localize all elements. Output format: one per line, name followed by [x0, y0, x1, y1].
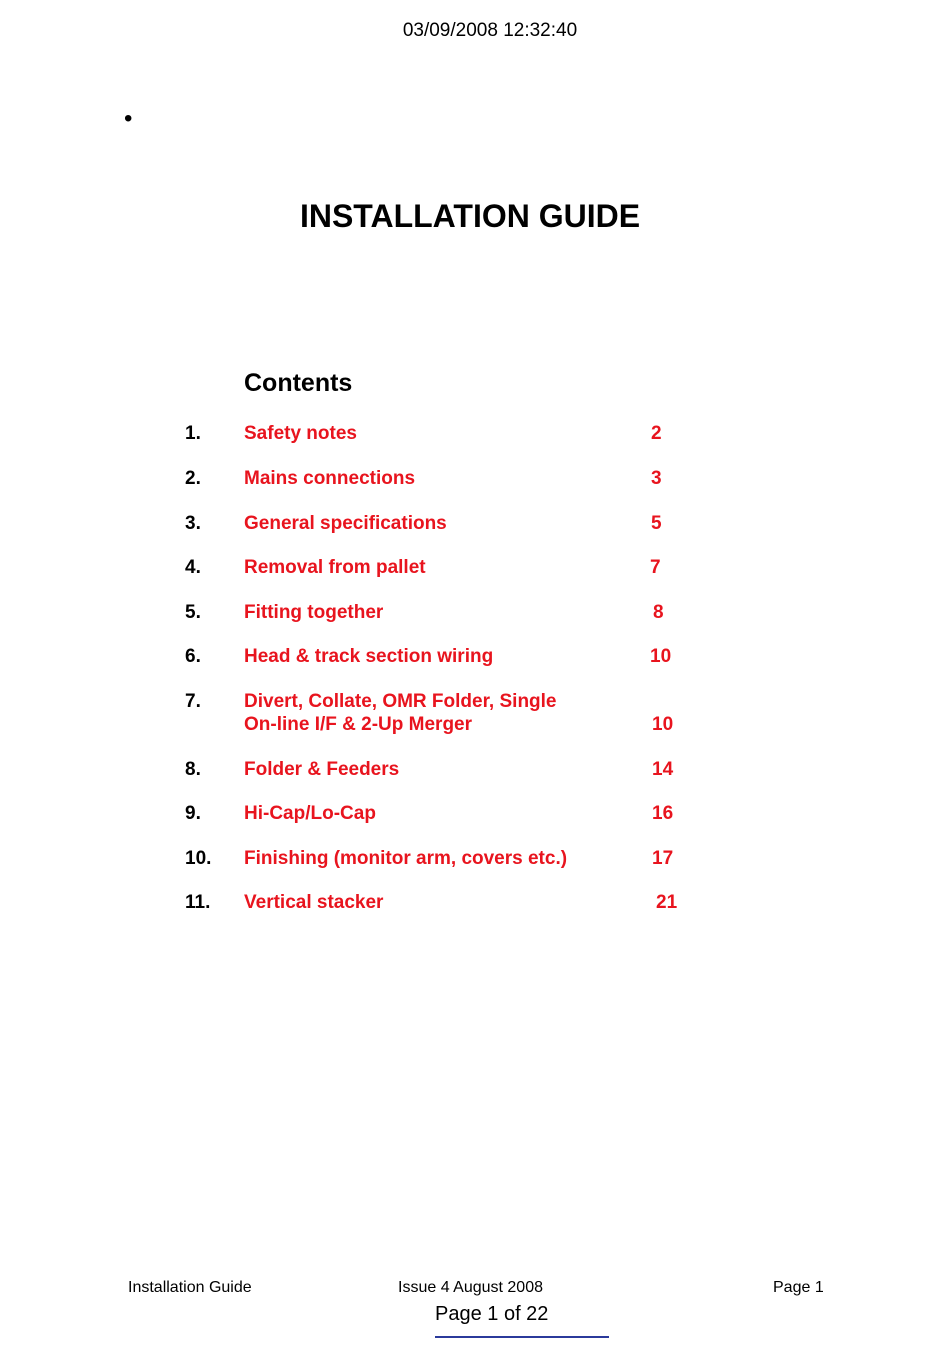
- toc-entry-page[interactable]: 5: [651, 513, 662, 534]
- footer-document-name: Installation Guide: [128, 1279, 252, 1296]
- footer-issue: Issue 4 August 2008: [398, 1279, 543, 1296]
- document-title: INSTALLATION GUIDE: [299, 198, 641, 234]
- toc-entry[interactable]: [0, 512, 950, 558]
- toc-entry-page[interactable]: 8: [653, 602, 664, 623]
- toc-entry-title[interactable]: [244, 422, 357, 445]
- toc-entry-number: 2.: [185, 468, 201, 489]
- toc-entry-title-line: General specifications: [244, 513, 447, 534]
- toc-entry-title[interactable]: [244, 467, 415, 490]
- toc-entry-number: 7.: [185, 691, 201, 712]
- toc-entry[interactable]: [0, 645, 950, 691]
- page-counter-underline: [435, 1336, 609, 1338]
- toc-entry-title[interactable]: [244, 512, 447, 535]
- toc-entry-title[interactable]: [244, 645, 493, 668]
- toc-entry-title[interactable]: [244, 802, 376, 825]
- toc-entry-title[interactable]: [244, 847, 567, 870]
- print-timestamp: 03/09/2008 12:32:40: [402, 20, 578, 41]
- page-counter: Page 1 of 22: [435, 1303, 549, 1325]
- toc-entry-page[interactable]: 10: [652, 714, 674, 735]
- toc-entry-page[interactable]: 7: [650, 557, 661, 578]
- toc-entry-title-line: On-line I/F & 2-Up Merger: [244, 714, 473, 735]
- toc-entry-title[interactable]: [244, 690, 557, 736]
- bullet-glyph: •: [124, 105, 133, 132]
- toc-entry-title-line: Safety notes: [244, 423, 357, 444]
- toc-entry[interactable]: [0, 556, 950, 602]
- toc-entry[interactable]: [0, 847, 950, 893]
- toc-entry-number: 4.: [185, 557, 201, 578]
- toc-entry[interactable]: [0, 467, 950, 513]
- toc-entry-title-line: Divert, Collate, OMR Folder, Single: [244, 691, 557, 712]
- toc-entry-page[interactable]: 2: [651, 423, 662, 444]
- toc-entry-title-line: Fitting together: [244, 602, 384, 623]
- toc-entry-title-line: Folder & Feeders: [244, 759, 400, 780]
- toc-entry-page[interactable]: 3: [651, 468, 662, 489]
- toc-entry-number: 3.: [185, 513, 201, 534]
- toc-entry[interactable]: [0, 601, 950, 647]
- toc-entry-title-line: Hi-Cap/Lo-Cap: [244, 803, 376, 824]
- toc-entry-title[interactable]: [244, 758, 399, 781]
- toc-entry-title-line: Head & track section wiring: [244, 646, 494, 667]
- toc-entry-number: 10.: [185, 848, 212, 869]
- toc-entry-number: 8.: [185, 759, 201, 780]
- toc-entry-title-line: Mains connections: [244, 468, 416, 489]
- toc-entry-number: 1.: [185, 423, 201, 444]
- toc-entry-page[interactable]: 16: [652, 803, 674, 824]
- toc-entry[interactable]: [0, 690, 950, 746]
- toc-entry-number: 5.: [185, 602, 201, 623]
- toc-entry[interactable]: [0, 758, 950, 804]
- toc-entry-title[interactable]: [244, 891, 383, 914]
- toc-entry[interactable]: [0, 802, 950, 848]
- toc-entry-number: 6.: [185, 646, 201, 667]
- toc-entry[interactable]: [0, 891, 950, 937]
- toc-entry-page[interactable]: 14: [652, 759, 674, 780]
- toc-entry-page[interactable]: 10: [650, 646, 672, 667]
- toc-entry-page[interactable]: 21: [656, 892, 678, 913]
- toc-entry-title[interactable]: [244, 556, 426, 579]
- toc-entry-number: 11.: [185, 892, 211, 913]
- toc-entry[interactable]: [0, 422, 950, 468]
- toc-entry-title-line: Vertical stacker: [244, 892, 384, 913]
- footer-page-number: Page 1: [773, 1279, 824, 1296]
- toc-entry-title-line: Removal from pallet: [244, 557, 426, 578]
- toc-entry-title-line: Finishing (monitor arm, covers etc.): [244, 848, 568, 869]
- contents-heading: Contents: [244, 369, 353, 397]
- toc-entry-number: 9.: [185, 803, 201, 824]
- toc-entry-page[interactable]: 17: [652, 848, 674, 869]
- toc-entry-title[interactable]: [244, 601, 383, 624]
